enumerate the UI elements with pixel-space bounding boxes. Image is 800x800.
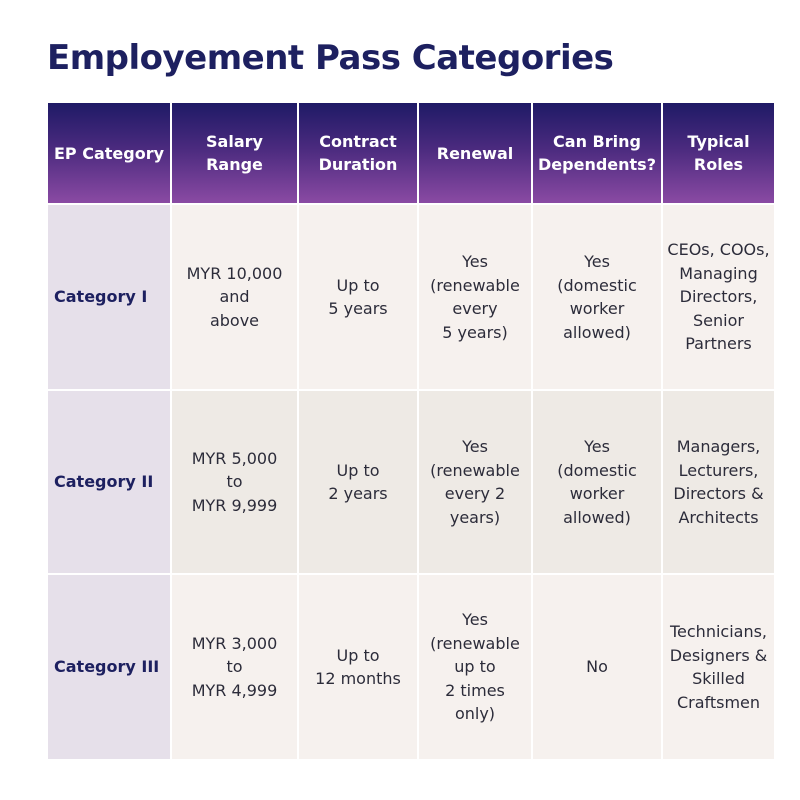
category-cell: Category II [47, 390, 171, 574]
category-cell: Category I [47, 204, 171, 390]
header-contract-duration: Contract Duration [298, 102, 418, 204]
table-row [47, 390, 775, 574]
header-typical-roles: Typical Roles [662, 102, 775, 204]
category-cell: Category III [47, 574, 171, 760]
roles-cell: CEOs, COOs, Managing Directors, Senior Partners [662, 204, 775, 390]
renewal-cell: Yes (renewable up to 2 times only) [418, 574, 532, 760]
dependents-cell: Yes (domestic worker allowed) [532, 204, 662, 390]
renewal-cell: Yes (renewable every 5 years) [418, 204, 532, 390]
header-ep-category: EP Category [47, 102, 171, 204]
salary-cell: MYR 5,000 to MYR 9,999 [171, 390, 298, 574]
ep-categories-table [46, 101, 776, 761]
roles-cell: Managers, Lecturers, Directors & Architects [662, 390, 775, 574]
table-row [47, 204, 775, 390]
header-renewal: Renewal [418, 102, 532, 204]
dependents-cell: Yes (domestic worker allowed) [532, 390, 662, 574]
salary-cell: MYR 10,000 and above [171, 204, 298, 390]
header-can-bring-dependents: Can Bring Dependents? [532, 102, 662, 204]
salary-cell: MYR 3,000 to MYR 4,999 [171, 574, 298, 760]
roles-cell: Technicians, Designers & Skilled Craftsmen [662, 574, 775, 760]
table-header-row [47, 102, 775, 204]
dependents-cell: No [532, 574, 662, 760]
renewal-cell: Yes (renewable every 2 years) [418, 390, 532, 574]
table-row [47, 574, 775, 760]
duration-cell: Up to 5 years [298, 204, 418, 390]
page-title: Employement Pass Categories [47, 38, 614, 78]
header-salary-range: Salary Range [171, 102, 298, 204]
duration-cell: Up to 12 months [298, 574, 418, 760]
duration-cell: Up to 2 years [298, 390, 418, 574]
